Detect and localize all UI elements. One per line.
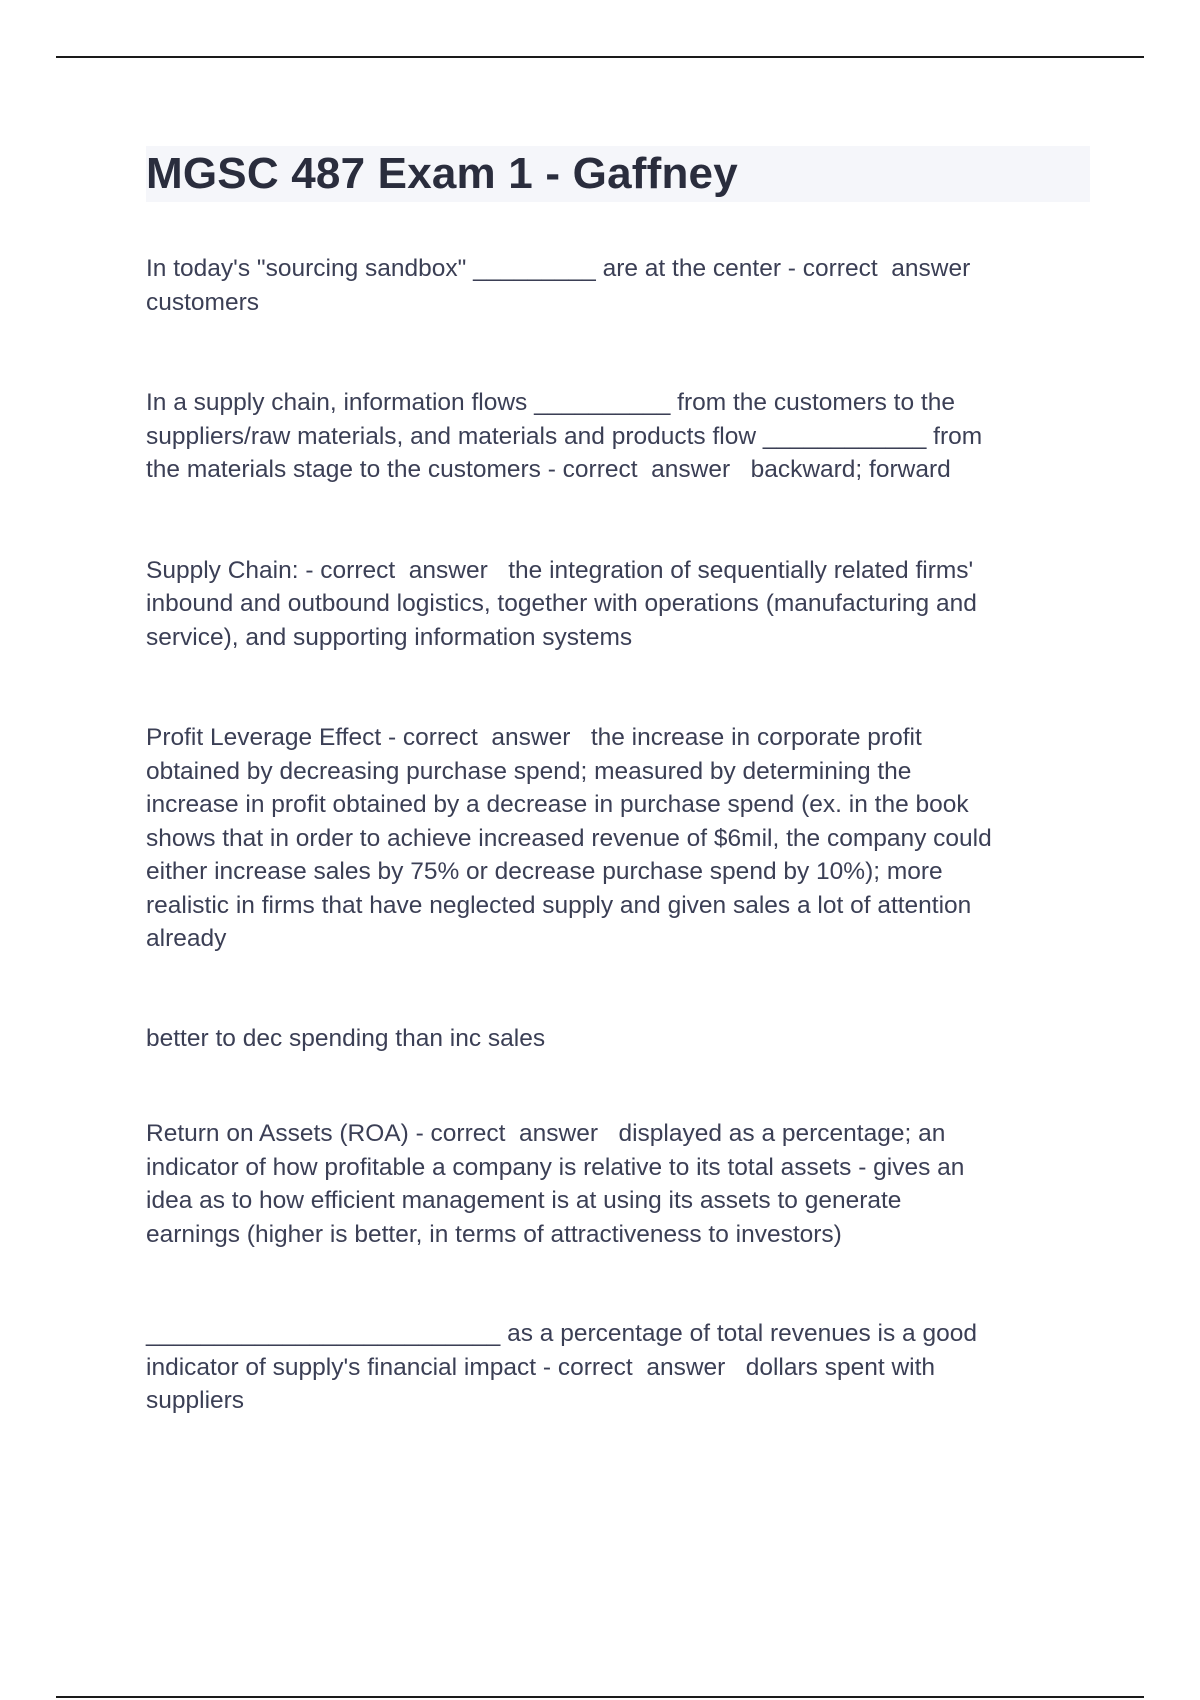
bottom-divider	[56, 1696, 1144, 1698]
qa-entry-information-flows: In a supply chain, information flows __________ from the customers to the suppliers/raw materials, and materials and products flow ____________ from the materials stage to the customers - correct answer backward; forward	[146, 389, 983, 483]
qa-entry-profit-leverage-effect: Profit Leverage Effect - correct answer the increase in corporate profit obtained by decreasing purchase spend; measured by determining the increase in profit obtained by a decrease in purchase spend (ex. in the book shows that in order to achieve increased revenue of $6mil, the company could either increase sales by 75% or decrease purchase spend by 10%); more realistic in firms that have neglected supply and given sales a lot of attention already	[146, 724, 992, 952]
qa-entry-dollars-spent: __________________________ as a percentage of total revenues is a good indicator of supply's financial impact - correct answer dollars spent with suppliers	[146, 1320, 977, 1414]
page-title: MGSC 487 Exam 1 - Gaffney	[146, 149, 738, 198]
top-divider	[56, 56, 1144, 58]
document-body	[146, 146, 1090, 1418]
note-entry-spending-vs-sales: better to dec spending than inc sales	[146, 1024, 546, 1052]
qa-entry-return-on-assets: Return on Assets (ROA) - correct answer displayed as a percentage; an indicator of how profitable a company is relative to its total assets - gives an idea as to how efficient management is at using its assets to generate earnings (higher is better, in terms of attractiveness to investors)	[146, 1120, 965, 1248]
qa-entry-sourcing-sandbox: In today's "sourcing sandbox" _________ are at the center - correct answer customers	[146, 255, 971, 316]
qa-entry-supply-chain: Supply Chain: - correct answer the integration of sequentially related firms' inbound and outbound logistics, together with operations (manufacturing and service), and supporting information systems	[146, 556, 977, 651]
title-banner	[146, 146, 1090, 202]
